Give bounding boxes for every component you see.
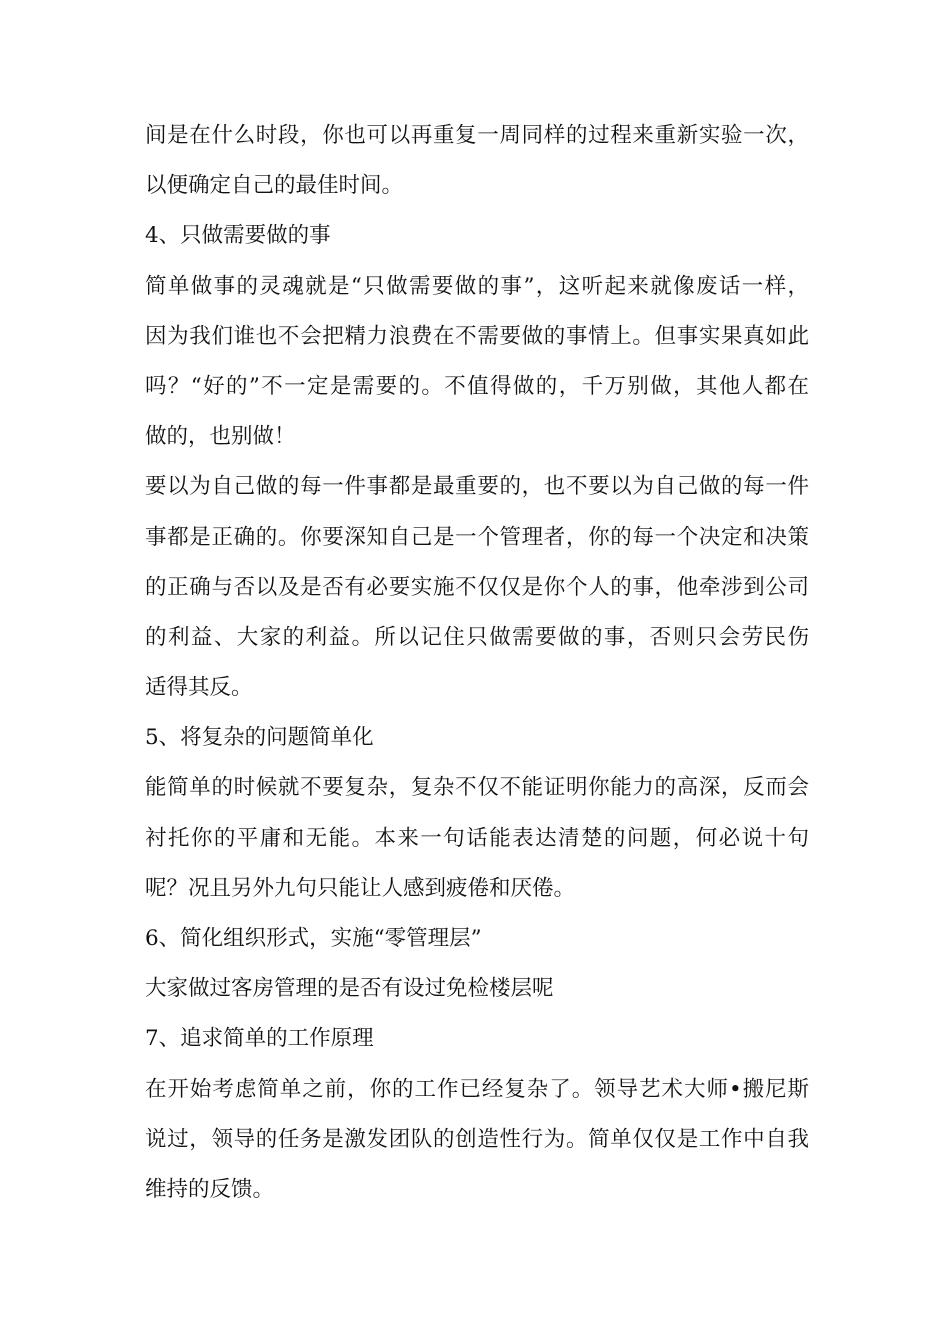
body-line: 做的，也别做！ xyxy=(145,424,296,450)
body-line: 呢？况且另外九句只能让人感到疲倦和厌倦。 xyxy=(145,875,576,901)
body-line: 大家做过客房管理的是否有设过免检楼层呢 xyxy=(145,976,554,1002)
body-line: 要以为自己做的每一件事都是最重要的，也不要以为自己做的每一件 xyxy=(145,474,809,500)
section-heading: 7、追求简单的工作原理 xyxy=(145,1026,374,1052)
body-line: 间是在什么时段，你也可以再重复一周同样的过程来重新实验一次， xyxy=(145,123,809,148)
body-line: 衬托你的平庸和无能。本来一句话能表达清楚的问题，何必说十句 xyxy=(145,825,809,851)
section-heading: 5、将复杂的问题简单化 xyxy=(145,725,374,751)
body-line: 维持的反馈。 xyxy=(145,1176,275,1202)
body-line: 的利益、大家的利益。所以记住只做需要做的事，否则只会劳民伤 xyxy=(145,624,809,650)
body-line: 简单做事的灵魂就是“只做需要做的事”，这听起来就像废话一样， xyxy=(145,273,809,299)
body-line: 能简单的时候就不要复杂，复杂不仅不能证明你能力的高深，反而会 xyxy=(145,775,809,801)
body-line: 事都是正确的。你要深知自己是一个管理者，你的每一个决定和决策 xyxy=(145,524,809,550)
document-body xyxy=(145,111,809,1215)
body-line: 以便确定自己的最佳时间。 xyxy=(145,173,404,199)
section-heading: 4、只做需要做的事 xyxy=(145,223,331,249)
body-line: 在开始考虑简单之前，你的工作已经复杂了。领导艺术大师•搬尼斯 xyxy=(145,1076,809,1102)
body-line: 的正确与否以及是否有必要实施不仅仅是你个人的事，他牵涉到公司 xyxy=(145,574,809,600)
section-heading: 6、简化组织形式，实施“零管理层” xyxy=(145,926,482,951)
body-line: 吗？“好的”不一定是需要的。不值得做的，千万别做，其他人都在 xyxy=(145,373,809,399)
body-line: 适得其反。 xyxy=(145,675,253,701)
body-line: 因为我们谁也不会把精力浪费在不需要做的事情上。但事实果真如此 xyxy=(145,323,809,349)
body-line: 说过，领导的任务是激发团队的创造性行为。简单仅仅是工作中自我 xyxy=(145,1126,809,1152)
